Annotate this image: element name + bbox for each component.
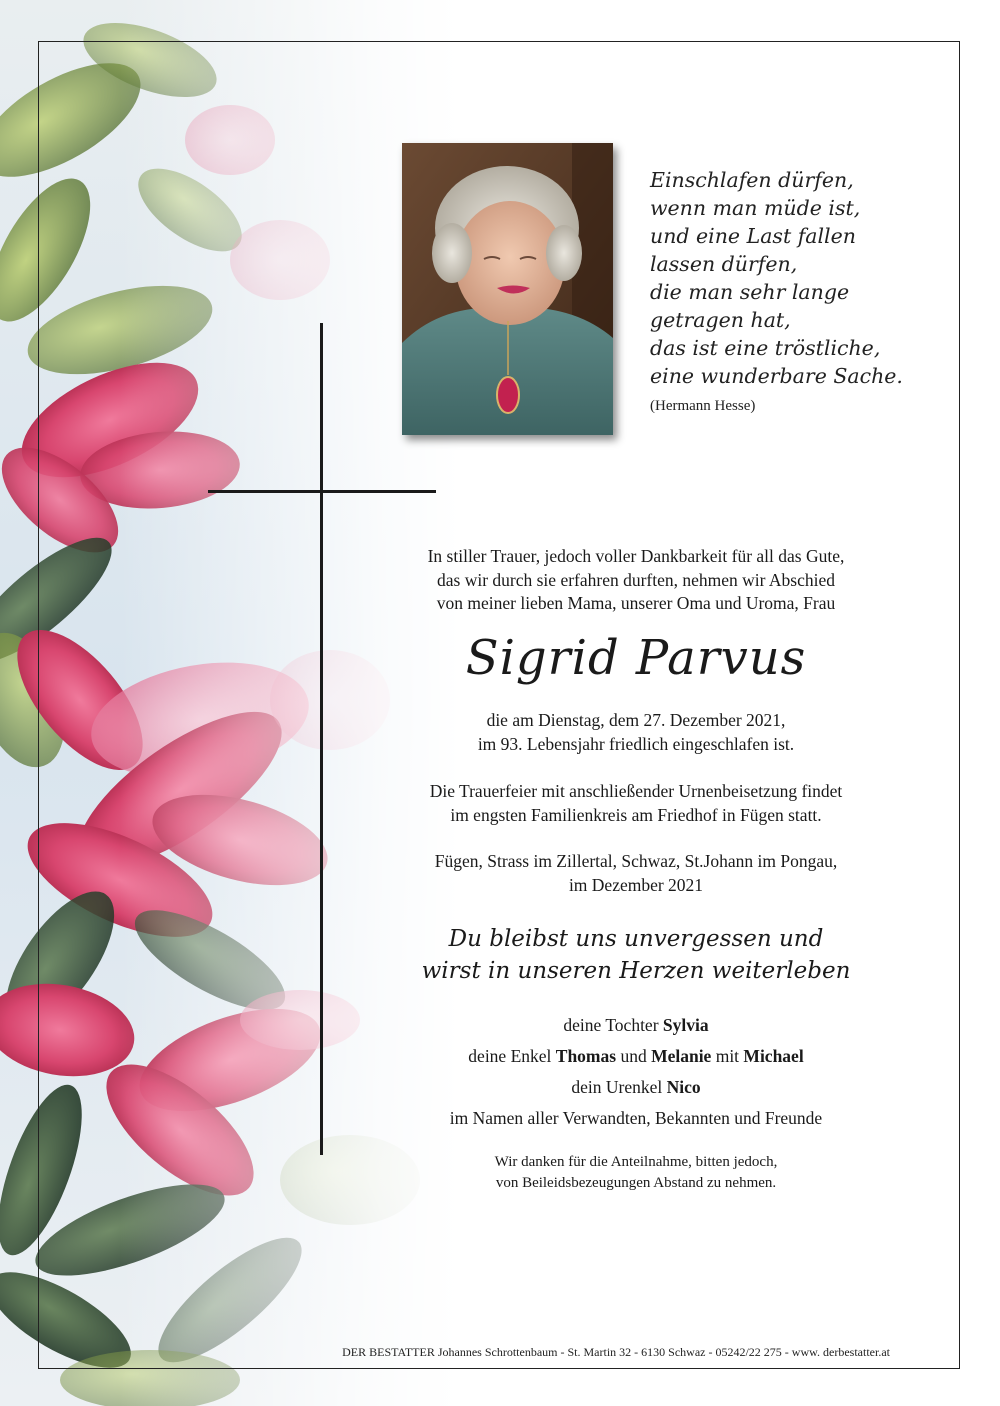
great-grandchild-prefix: dein Urenkel [571,1077,663,1097]
poem-line: getragen hat, [650,308,791,332]
footer-company: DER BESTATTER [342,1345,435,1359]
poem-line: Einschlafen dürfen, [650,168,854,192]
and-word: und [620,1046,647,1066]
death-info-line: im 93. Lebensjahr friedlich eingeschlafen ist. [477,734,795,754]
thanks-note [398,1152,874,1194]
poem-line: das ist eine tröstliche, [650,336,881,360]
ceremony-line: Die Trauerfeier mit anschließender Urnenbeisetzung findet [429,781,843,801]
grandchild-name: Melanie [651,1046,712,1066]
ceremony-line: im engsten Familienkreis am Friedhof in Fügen statt. [450,805,822,825]
mourner-row-daughter [398,1010,874,1041]
ceremony-info [398,779,874,827]
mourner-row-relatives: im Namen aller Verwandten, Bekannten und Freunde [449,1108,823,1128]
daughter-prefix: deine Tochter [563,1015,659,1035]
mourners-list [398,1010,874,1134]
place-date [398,849,874,897]
with-word: mit [715,1046,740,1066]
motto-line: wirst in unseren Herzen weiterleben [421,958,851,984]
cross-horizontal-bar [208,490,436,493]
intro-line: von meiner lieben Mama, unserer Oma und Uroma, Frau [436,593,836,613]
cross-vertical-bar [320,323,323,1155]
place-line: Fügen, Strass im Zillertal, Schwaz, St.Johann im Pongau, [434,851,838,871]
deceased-name: Sigrid Parvus [465,630,807,686]
poem-line: wenn man müde ist, [650,196,861,220]
mourner-row-grandchildren [398,1041,874,1072]
poem-author: (Hermann Hesse) [650,398,756,414]
intro-line: das wir durch sie erfahren durften, nehmen wir Abschied [437,569,835,590]
poem-quote [650,166,940,420]
poem-line: die man sehr lange [650,280,850,304]
death-info-line: die am Dienstag, dem 27. Dezember 2021, [486,710,786,730]
intro-line: In stiller Trauer, jedoch voller Dankbarkeit für all das Gute, [427,546,845,566]
poem-line: eine wunderbare Sache. [650,364,903,388]
death-info [398,708,874,756]
place-line: im Dezember 2021 [568,875,704,895]
portrait-photo [402,143,613,435]
memorial-motto [398,923,874,987]
thanks-line: Wir danken für die Anteilnahme, bitten jedoch, [494,1154,778,1170]
thanks-line: von Beileidsbezeugungen Abstand zu nehmen. [495,1175,777,1191]
grandchildren-prefix: deine Enkel [468,1046,552,1066]
poem-line: und eine Last fallen [650,224,856,248]
daughter-name: Sylvia [662,1015,709,1035]
intro-text [398,545,874,616]
mourner-row-great-grandchild [398,1072,874,1103]
funeral-home-footer [342,1345,890,1360]
great-grandchild-name: Nico [666,1077,701,1097]
partner-name: Michael [743,1046,804,1066]
footer-details: Johannes Schrottenbaum - St. Martin 32 - 6130 Schwaz - 05242/22 275 - www. derbestatter.at [437,1345,890,1359]
grandchild-name: Thomas [555,1046,617,1066]
poem-line: lassen dürfen, [650,252,798,276]
motto-line: Du bleibst uns unvergessen und [448,926,824,952]
